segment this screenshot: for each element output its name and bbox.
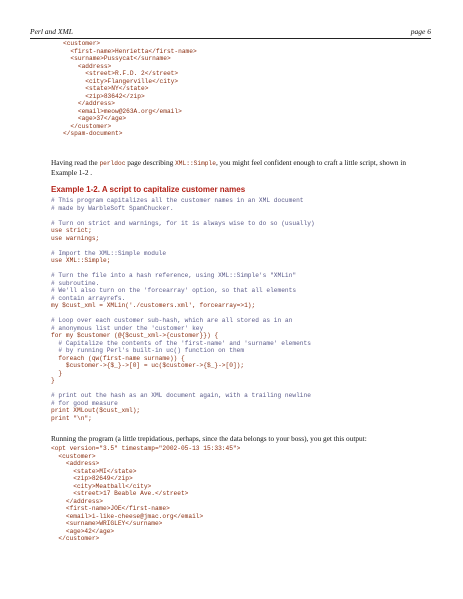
code-line: foreach (qw(first-name surname)) { — [51, 354, 185, 362]
paragraph-text: , you might feel confident enough to craft a little script, shown in Example 1-2 . — [51, 158, 407, 177]
code-comment-line: # anonymous list under the 'customer' key — [51, 324, 204, 332]
code-comment-line: # Capitalize the contents of the 'first-name' and 'surname' elements — [51, 339, 311, 347]
code-line: <email>meow@263A.org</email> — [63, 107, 182, 115]
code-line: <opt version="3.5" timestamp="2002-05-13 15:33:45"> — [51, 445, 241, 452]
code-line: <age>42</age> — [51, 527, 115, 535]
perl-script-listing — [51, 197, 315, 422]
code-line: <zip>83642</zip> — [63, 92, 145, 100]
code-line: </customer> — [51, 535, 100, 542]
code-line: <zip>82649</zip> — [51, 475, 133, 482]
code-comment-line: # Import the XML::Simple module — [51, 249, 167, 257]
example-caption: Example 1-2. A script to capitalize customer names — [51, 185, 246, 194]
code-comment-line: # print out the hash as an XML document again, with a trailing newline — [51, 392, 311, 399]
code-line: <address> — [51, 460, 100, 467]
output-intro-paragraph: Running the program (a little trepidatious, perhaps, since the data belongs to your boss), you get this output: — [51, 434, 367, 443]
code-line: <street>17 Beable Ave.</street> — [51, 490, 189, 497]
code-line: use XML::Simple; — [51, 257, 111, 264]
code-line: </address> — [63, 100, 115, 107]
code-line: <surname>Pussycat</surname> — [63, 55, 171, 62]
header-rule — [30, 38, 431, 39]
running-title: Perl and XML — [30, 27, 73, 36]
code-line: <city>Flangerville</city> — [63, 77, 179, 85]
code-line — [51, 385, 315, 393]
code-line: <city>Meatball</city> — [51, 482, 152, 490]
code-comment-line: # We'll also turn on the 'forcearray' option, so that all elements — [51, 287, 297, 294]
intro-paragraph — [51, 158, 426, 177]
code-line: <first-name>JOE</first-name> — [51, 505, 170, 512]
code-line: <age>37</age> — [63, 115, 127, 122]
code-line — [51, 212, 315, 220]
code-line: use strict; — [51, 227, 92, 234]
code-line: my $cust_xml = XMLin('./customers.xml', forcearray=>1); — [51, 302, 256, 309]
code-line: print "\n"; — [51, 414, 92, 422]
inline-code-module: XML::Simple — [175, 160, 216, 167]
code-line — [51, 265, 315, 273]
code-comment-line: # for good measure — [51, 399, 118, 407]
code-line — [51, 242, 315, 250]
code-line: <email>i-like-cheese@jmac.org</email> — [51, 512, 204, 520]
code-comment-line: # contain arrayrefs. — [51, 294, 126, 302]
inline-code-perldoc: perldoc — [99, 160, 126, 167]
code-line: <street>R.F.D. 2</street> — [63, 70, 179, 77]
xml-input-listing — [63, 40, 197, 138]
code-line: <customer> — [63, 40, 101, 47]
code-comment-line: # subroutine. — [51, 279, 100, 287]
code-line: <first-name>Henrietta</first-name> — [63, 47, 197, 55]
code-comment-line: # This program capitalizes all the customer names in an XML document — [51, 197, 304, 204]
code-line: </spam-document> — [63, 130, 123, 137]
code-line: use warnings; — [51, 234, 100, 242]
code-comment-line: # made by WarbleSoft SpamChucker. — [51, 204, 174, 212]
code-line: for my $customer (@{$cust_xml->{customer}}) { — [51, 332, 219, 339]
code-line: <customer> — [51, 452, 96, 460]
code-line: </customer> — [63, 122, 112, 130]
code-line: <address> — [63, 62, 112, 70]
page-header — [0, 0, 463, 40]
code-line: </address> — [51, 497, 103, 505]
code-comment-line: # Loop over each customer sub-hash, which are all stored as in an — [51, 317, 293, 324]
code-line: <state>NY</state> — [63, 85, 149, 92]
code-line: } — [51, 369, 63, 377]
code-comment-line: # Turn the file into a hash reference, using XML::Simple's "XMLin" — [51, 272, 297, 279]
code-line: } — [51, 377, 55, 384]
page-number: page 6 — [410, 27, 431, 36]
code-comment-line: # by running Perl's built-in uc() function on them — [51, 347, 245, 354]
code-line: $customer->{$_}->[0] = uc($customer->{$_}->[0]); — [51, 362, 245, 369]
code-line: <state>MI</state> — [51, 467, 137, 475]
xml-output-listing — [51, 445, 240, 543]
paragraph-text: page describing — [125, 158, 176, 167]
code-comment-line: # Turn on strict and warnings, for it is always wise to do so (usually) — [51, 219, 315, 227]
code-line — [51, 310, 315, 318]
code-line: <surname>WRIGLEY</surname> — [51, 520, 163, 527]
paragraph-text: Having read the — [51, 158, 100, 167]
code-line: print XMLout($cust_xml); — [51, 407, 141, 414]
